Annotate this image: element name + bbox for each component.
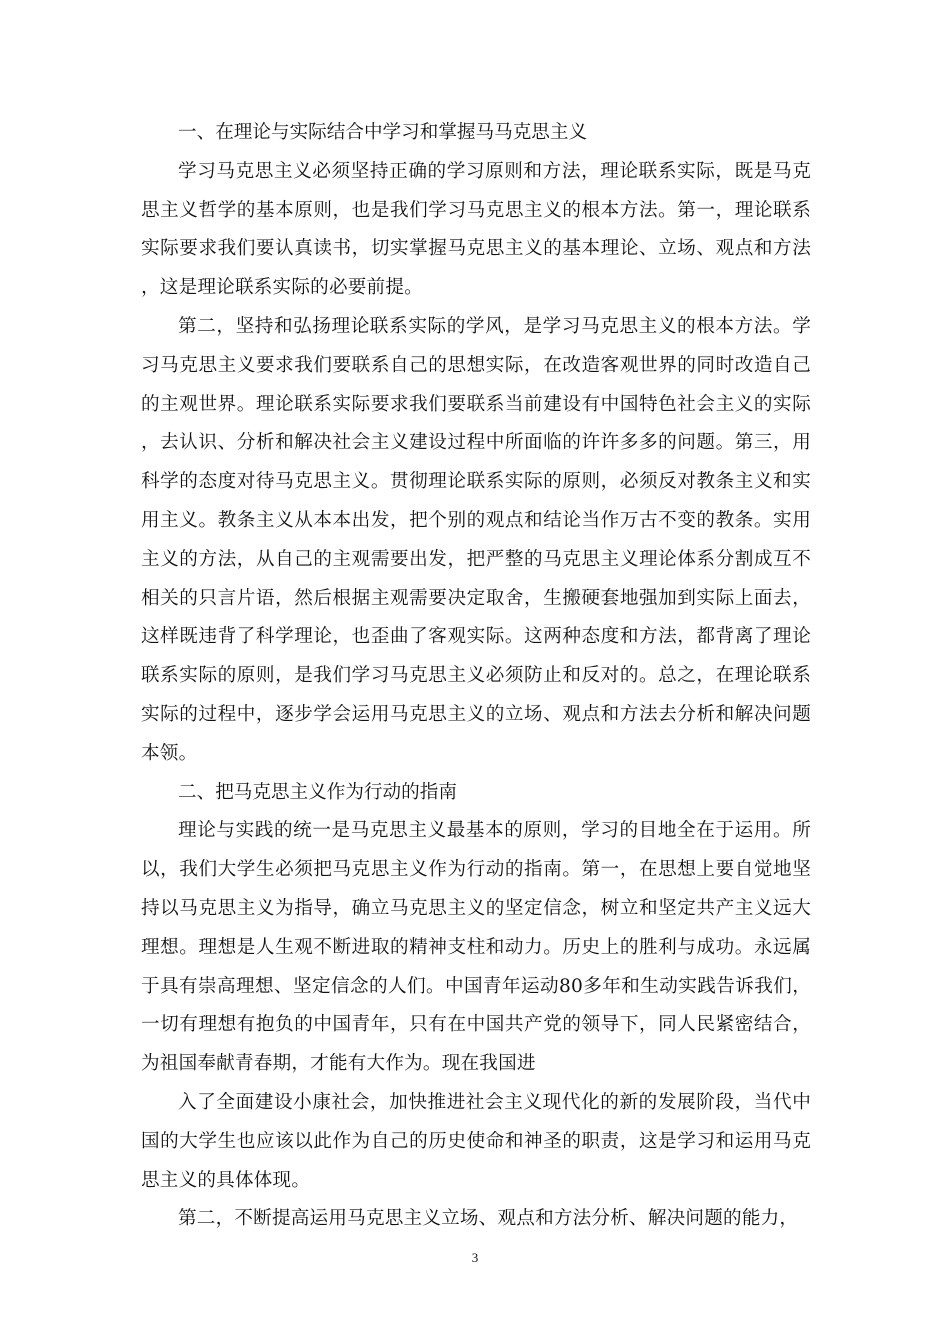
page-number: 3 bbox=[471, 1250, 479, 1265]
paragraph-1: 学习马克思主义必须坚持正确的学习原则和方法，理论联系实际，既是马克思主义哲学的基本原则，也是我们学习马克思主义的根本方法。第一，理论联系实际要求我们要认真读书，切实掌握马克思主义的基本理论、立场、观点和方法，这是理论联系实际的必要前提。 bbox=[141, 160, 811, 299]
section-heading-1: 一、在理论与实际结合中学习和掌握马马克思主义 bbox=[178, 122, 588, 143]
paragraph-3: 理论与实践的统一是马克思主义最基本的原则，学习的目地全在于运用。所以，我们大学生必须把马克思主义作为行动的指南。第一，在思想上要自觉地坚持以马克思主义为指导，确立马克思主义的坚定信念，树立和坚定共产主义远大理想。理想是人生观不断进取的精神支柱和动力。历史上的胜利与成功。永远属于具有崇高理想、坚定信念的人们。中国青年运动80多年和生动实践告诉我们，一切有理想有抱负的中国青年，只有在中国共产党的领导下，同人民紧密结合，为祖国奉献青春期，才能有大作为。现在我国进 bbox=[141, 820, 811, 1075]
paragraph-4: 入了全面建设小康社会，加快推进社会主义现代化的新的发展阶段，当代中国的大学生也应该以此作为自己的历史使命和神圣的职责，这是学习和运用马克思主义的具体体现。 bbox=[141, 1091, 811, 1191]
section-heading-2: 二、把马克思主义作为行动的指南 bbox=[178, 781, 457, 803]
document-body bbox=[141, 114, 811, 1239]
paragraph-2: 第二，坚持和弘扬理论联系实际的学风，是学习马克思主义的根本方法。学习马克思主义要求我们要联系自己的思想实际，在改造客观世界的同时改造自己的主观世界。理论联系实际要求我们要联系当前建设有中国特色社会主义的实际，去认识、分析和解决社会主义建设过程中所面临的许许多多的问题。第三，用科学的态度对待马克思主义。贯彻理论联系实际的原则，必须反对教条主义和实用主义。教条主义从本本出发，把个别的观点和结论当作万古不变的教条。实用主义的方法，从自己的主观需要出发，把严整的马克思主义理论体系分割成互不相关的只言片语，然后根据主观需要决定取舍，生搬硬套地强加到实际上面去，这样既违背了科学理论，也歪曲了客观实际。这两种态度和方法，都背离了理论联系实际的原则，是我们学习马克思主义必须防止和反对的。总之，在理论联系实际的过程中，逐步学会运用马克思主义的立场、观点和方法去分析和解决问题本领。 bbox=[141, 315, 811, 764]
paragraph-5: 第二，不断提高运用马克思主义立场、观点和方法分析、解决问题的能力， bbox=[178, 1208, 799, 1230]
